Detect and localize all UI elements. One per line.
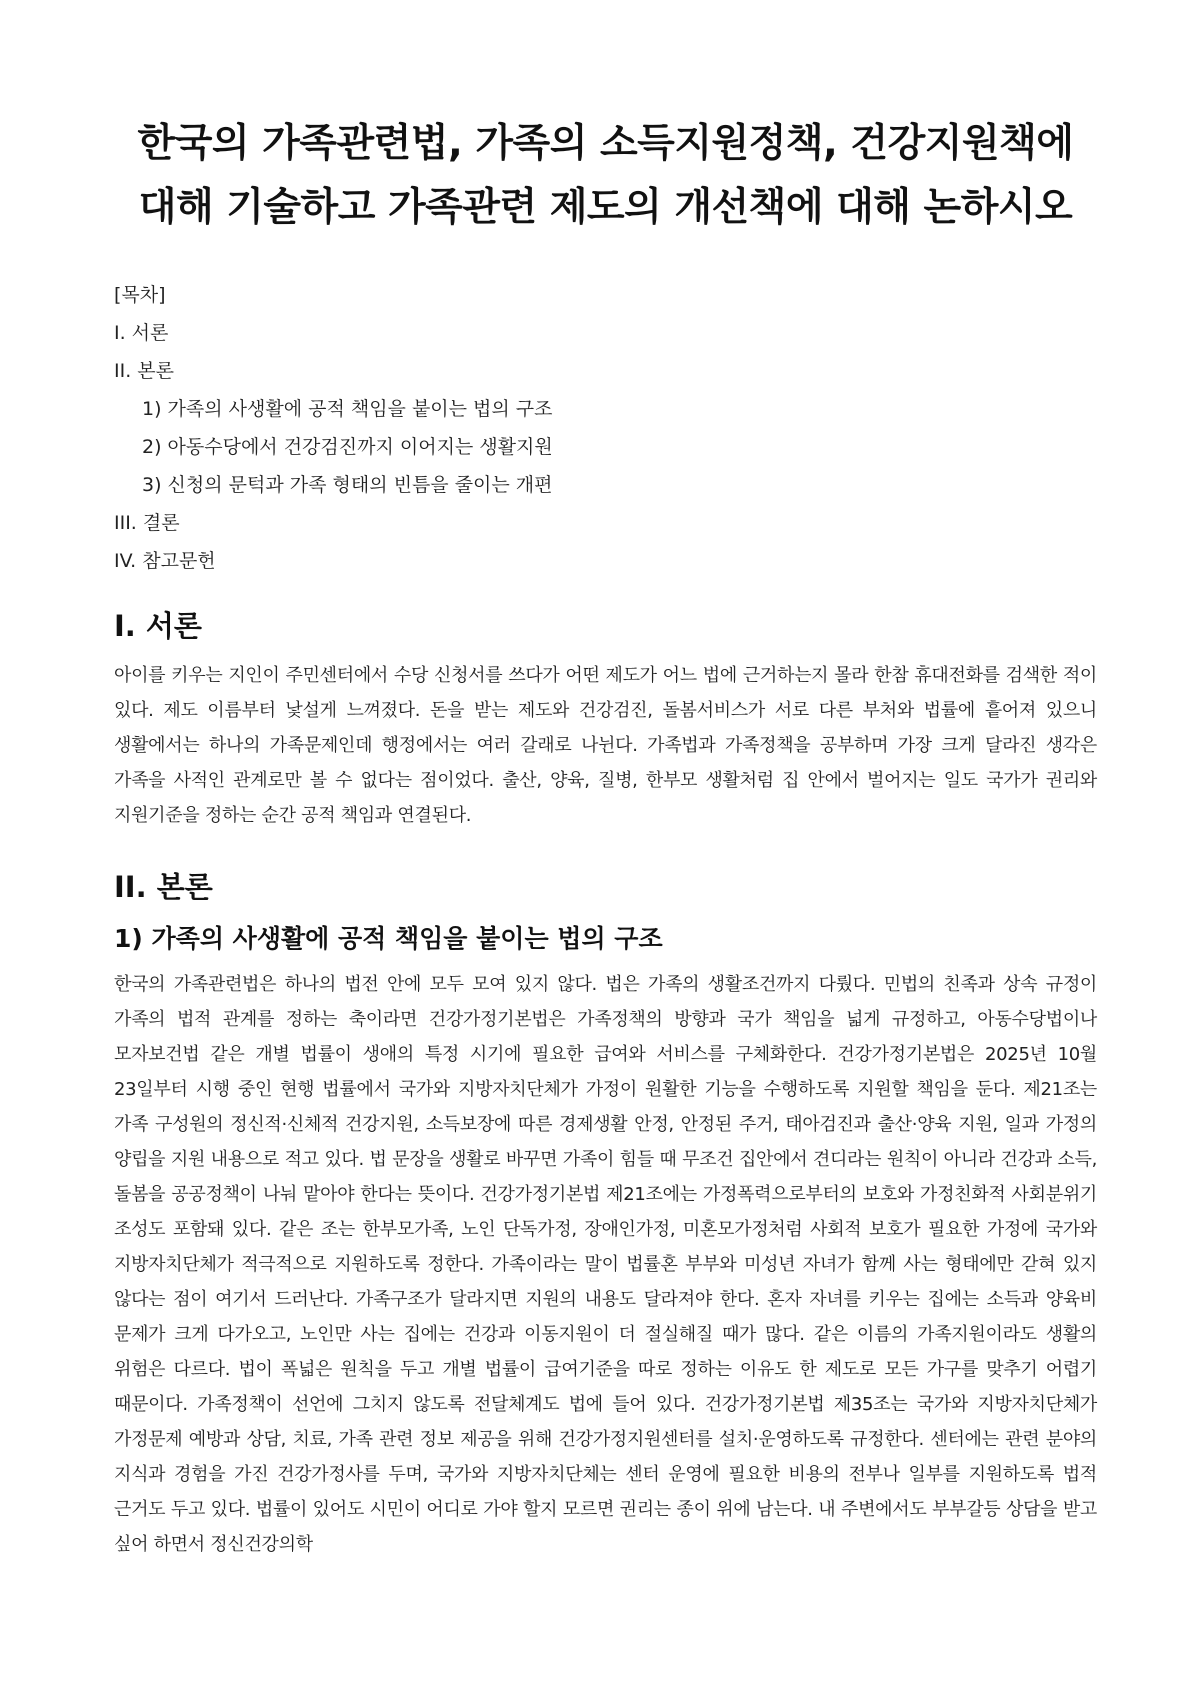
toc-item-intro: I. 서론 (114, 322, 169, 344)
toc-item-body-3: 3) 신청의 문턱과 가족 형태의 빈틈을 줄이는 개편 (142, 474, 553, 496)
intro-paragraph: 아이를 키우는 지인이 주민센터에서 수당 신청서를 쓰다가 어떤 제도가 어느 법에 근거하는지 몰라 한참 휴대전화를 검색한 적이 있다. 제도 이름부터 낯설게 느껴졌다. 돈을 받는 제도와 건강검진, 돌봄서비스가 서로 다른 부처와 법률에 흩어져 있으니 생활에서는 하나의 가족문제인데 행정에서는 여러 갈래로 나뉜다. 가족법과 가족정책을 공부하며 가장 크게 달라진 생각은 가족을 사적인 관계로만 볼 수 없다는 점이었다. 출산, 양육, 질병, 한부모 생활처럼 집 안에서 벌어지는 일도 국가가 권리와 지원기준을 정하는 순간 공적 책임과 연결된다. (114, 665, 1097, 826)
section-heading-intro: I. 서론 (114, 609, 202, 643)
toc-item-body-1: 1) 가족의 사생활에 공적 책임을 붙이는 법의 구조 (142, 398, 553, 420)
table-of-contents (114, 276, 1097, 580)
toc-item-body-2: 2) 아동수당에서 건강검진까지 이어지는 생활지원 (142, 436, 553, 458)
toc-heading: [목차] (114, 284, 166, 306)
document-title: 한국의 가족관련법, 가족의 소득지원정책, 건강지원책에 대해 기술하고 가족관련 제도의 개선책에 대해 논하시오 (137, 121, 1074, 230)
subsection-1-paragraph: 한국의 가족관련법은 하나의 법전 안에 모두 모여 있지 않다. 법은 가족의 생활조건까지 다뤘다. 민법의 친족과 상속 규정이 가족의 법적 관계를 정하는 축이라면 건강가정기본법은 가족정책의 방향과 국가 책임을 넓게 규정하고, 아동수당법이나 모자보건법 같은 개별 법률이 생애의 특정 시기에 필요한 급여와 서비스를 구체화한다. 건강가정기본법은 2025년 10월 23일부터 시행 중인 현행 법률에서 국가와 지방자치단체가 가정이 원활한 기능을 수행하도록 지원할 책임을 둔다. 제21조는 가족 구성원의 정신적·신체적 건강지원, 소득보장에 따른 경제생활 안정, 안정된 주거, 태아검진과 출산·양육 지원, 일과 가정의 양립을 지원 내용으로 적고 있다. 법 문장을 생활로 바꾸면 가족이 힘들 때 무조건 집안에서 견디라는 원칙이 아니라 건강과 소득, 돌봄을 공공정책이 나눠 맡아야 한다는 뜻이다. 건강가정기본법 제21조에는 가정폭력으로부터의 보호와 가정친화적 사회분위기 조성도 포함돼 있다. 같은 조는 한부모가족, 노인 단독가정, 장애인가정, 미혼모가정처럼 사회적 보호가 필요한 가정에 국가와 지방자치단체가 적극적으로 지원하도록 정한다. 가족이라는 말이 법률혼 부부와 미성년 자녀가 함께 사는 형태에만 갇혀 있지 않다는 점이 여기서 드러난다. 가족구조가 달라지면 지원의 내용도 달라져야 한다. 혼자 자녀를 키우는 집에는 소득과 양육비 문제가 크게 다가오고, 노인만 사는 집에는 건강과 이동지원이 더 절실해질 때가 많다. 같은 이름의 가족지원이라도 생활의 위험은 다르다. 법이 폭넓은 원칙을 두고 개별 법률이 급여기준을 따로 정하는 이유도 한 제도로 모든 가구를 맞추기 어렵기 때문이다. 가족정책이 선언에 그치지 않도록 전달체계도 법에 들어 있다. 건강가정기본법 제35조는 국가와 지방자치단체가 가정문제 예방과 상담, 치료, 가족 관련 정보 제공을 위해 건강가정지원센터를 설치·운영하도록 규정한다. 센터에는 관련 분야의 지식과 경험을 가진 건강가정사를 두며, 국가와 지방자치단체는 센터 운영에 필요한 비용의 전부나 일부를 지원하도록 법적 근거도 두고 있다. 법률이 있어도 시민이 어디로 가야 할지 모르면 권리는 종이 위에 남는다. 내 주변에서도 부부갈등 상담을 받고 싶어 하면서 정신건강의학 (114, 974, 1097, 1555)
section-heading-body: II. 본론 (114, 870, 213, 904)
subsection-heading-1: 1) 가족의 사생활에 공적 책임을 붙이는 법의 구조 (114, 924, 663, 953)
toc-item-body: II. 본론 (114, 360, 174, 382)
toc-item-conclusion: III. 결론 (114, 512, 180, 534)
toc-item-references: IV. 참고문헌 (114, 550, 216, 572)
